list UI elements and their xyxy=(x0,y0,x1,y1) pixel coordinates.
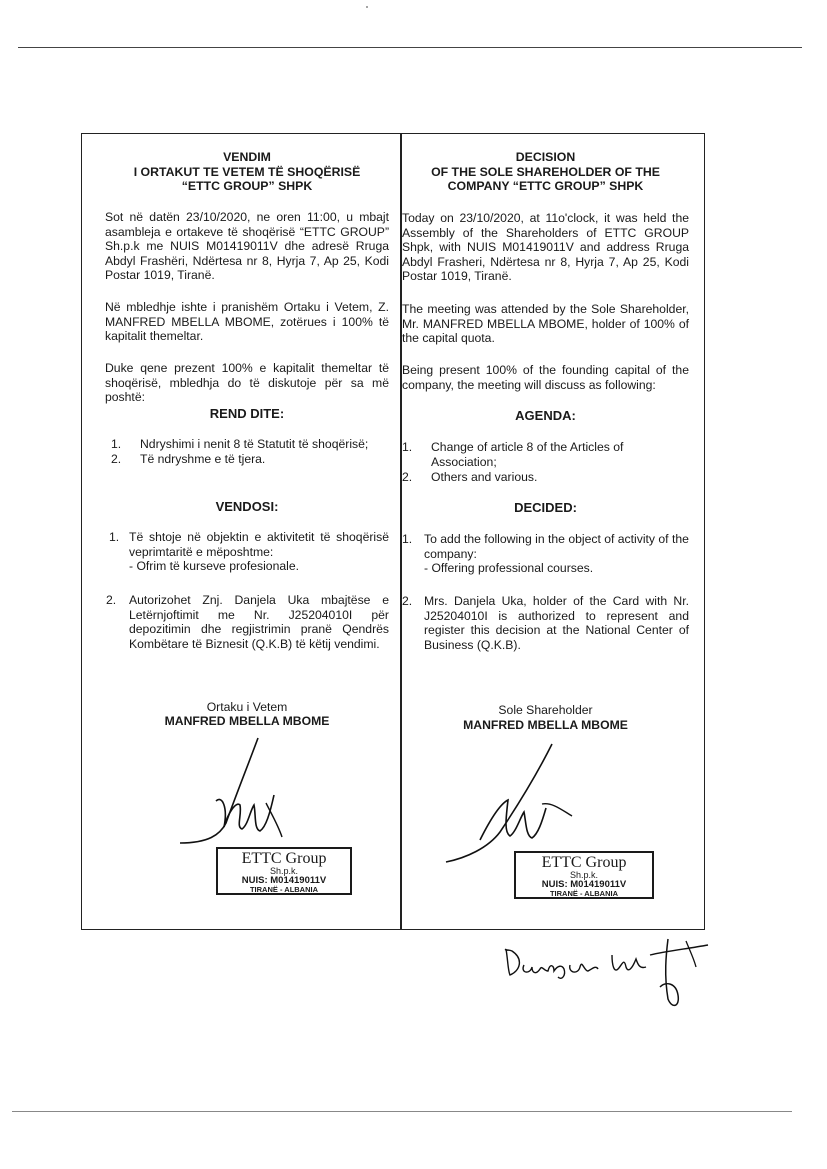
right-sign-title: Sole Shareholder xyxy=(498,703,593,717)
right-para-intro: Today on 23/10/2020, at 11o'clock, it was held the Assembly of the Shareholders of ETTC GROUP Shpk, with NUIS M01419011V and address Rruga Abdyl Frasheri, Ndërtesa nr 8, Hyrja 7, Ap 25, Kodi Postar 1019, Tiranë. xyxy=(402,211,689,284)
left-agenda-item xyxy=(105,452,389,467)
right-decision-item xyxy=(402,532,689,577)
right-decision-item xyxy=(402,594,689,654)
left-agenda-heading: REND DITE: xyxy=(209,406,285,421)
stamp-sub: Sh.p.k. xyxy=(269,866,298,876)
item-text: Mrs. Danjela Uka, holder of the Card with Nr. J25204010I is authorized to represent and register this decision at the National Center of Business (Q.K.B). xyxy=(424,594,689,652)
item-number: 1. xyxy=(111,437,122,451)
item-text xyxy=(424,532,689,576)
item-number: 2. xyxy=(111,452,122,466)
item-number: 1. xyxy=(402,440,413,454)
left-decision-item xyxy=(105,530,389,575)
right-title-line: DECISION xyxy=(515,150,576,164)
bottom-rule xyxy=(12,1111,792,1112)
item-number: 2. xyxy=(402,470,413,484)
item-text: Others and various. xyxy=(431,470,538,484)
item-number: 1. xyxy=(109,530,120,544)
left-sign-title: Ortaku i Vetem xyxy=(206,700,288,714)
decision-subitem: - Offering professional courses. xyxy=(424,561,594,576)
right-agenda-heading: AGENDA: xyxy=(515,408,576,423)
stamp-city: TIRANË - ALBANIA xyxy=(249,885,319,894)
company-stamp-left xyxy=(216,847,352,895)
item-number: 2. xyxy=(106,593,117,607)
top-rule xyxy=(18,47,802,48)
decision-text: Të shtoje në objektin e aktivitetit të shoqërisë veprimtaritë e mëposhtme: xyxy=(129,530,389,559)
left-decision-item xyxy=(105,593,389,668)
right-sign-name: MANFRED MBELLA MBOME xyxy=(463,718,628,732)
stamp-sub: Sh.p.k. xyxy=(569,870,598,880)
decision-subitem: - Ofrim të kurseve profesionale. xyxy=(129,559,300,574)
left-title-line: “ETTC GROUP” SHPK xyxy=(181,179,313,193)
left-para-capital: Duke qene prezent 100% e kapitalit themeltar të shoqërisë, mbledhja do të diskutoje për sa më poshtë: xyxy=(105,361,389,405)
left-para-intro: Sot në datën 23/10/2020, ne oren 11:00, u mbajt asambleja e ortakeve të shoqërisë “ETTC GROUP” Sh.p.k me NUIS M01419011V dhe adresë Rruga Abdyl Frashëri, Ndërtesa nr 8, Hyrja 7, Ap 25, Kodi Postar 1019, Tiranë. xyxy=(105,210,389,283)
right-signature-icon xyxy=(440,740,580,865)
left-title xyxy=(105,150,389,194)
item-text: Autorizohet Znj. Danjela Uka mbajtëse e Letërnjoftimit me Nr. J25204010I për depozitimin dhe regjistrimin pranë Qendrës Kombëtare të Biznesit (Q.K.B) të këtij vendimi. xyxy=(129,593,389,651)
item-number: 2. xyxy=(402,594,413,608)
right-para-capital: Being present 100% of the founding capital of the company, the meeting will discuss as following: xyxy=(402,363,689,392)
right-para-attendance: The meeting was attended by the Sole Shareholder, Mr. MANFRED MBELLA MBOME, holder of 100% of the capital quota. xyxy=(402,302,689,346)
left-agenda-item xyxy=(105,437,389,452)
handwritten-signature-icon xyxy=(500,935,715,1015)
company-stamp-right xyxy=(514,851,654,899)
left-decided-heading: VENDOSI: xyxy=(215,499,279,514)
stamp-nuis: NUIS: M01419011V xyxy=(241,875,327,886)
decision-text: To add the following in the object of activity of the company: xyxy=(424,532,689,561)
right-agenda-item xyxy=(402,440,689,470)
scan-speck xyxy=(366,6,368,8)
item-text: Change of article 8 of the Articles of Association; xyxy=(431,440,624,469)
item-text: Ndryshimi i nenit 8 të Statutit të shoqërisë; xyxy=(140,437,369,451)
right-title-line: OF THE SOLE SHAREHOLDER OF THE xyxy=(431,164,660,179)
item-text: Të ndryshme e të tjera. xyxy=(140,452,266,466)
left-para-attendance: Në mbledhje ishte i pranishëm Ortaku i Vetem, Z. MANFRED MBELLA MBOME, zotërues i 100% të kapitalit themeltar. xyxy=(105,300,389,344)
right-title-line: COMPANY “ETTC GROUP” SHPK xyxy=(447,179,644,193)
left-signature-icon xyxy=(170,735,300,850)
item-number: 1. xyxy=(402,532,413,546)
left-title-line: I ORTAKUT TE VETEM TË SHOQËRISË xyxy=(133,164,361,179)
item-text xyxy=(129,530,389,574)
right-decided-heading: DECIDED: xyxy=(514,500,577,515)
right-agenda-item xyxy=(402,470,689,485)
stamp-name: ETTC Group xyxy=(241,850,327,867)
stamp-nuis: NUIS: M01419011V xyxy=(541,879,627,890)
left-sign-name: MANFRED MBELLA MBOME xyxy=(164,714,330,728)
right-title xyxy=(402,150,689,194)
left-title-line: VENDIM xyxy=(223,150,271,164)
stamp-city: TIRANË - ALBANIA xyxy=(549,889,619,898)
stamp-name: ETTC Group xyxy=(541,854,627,871)
